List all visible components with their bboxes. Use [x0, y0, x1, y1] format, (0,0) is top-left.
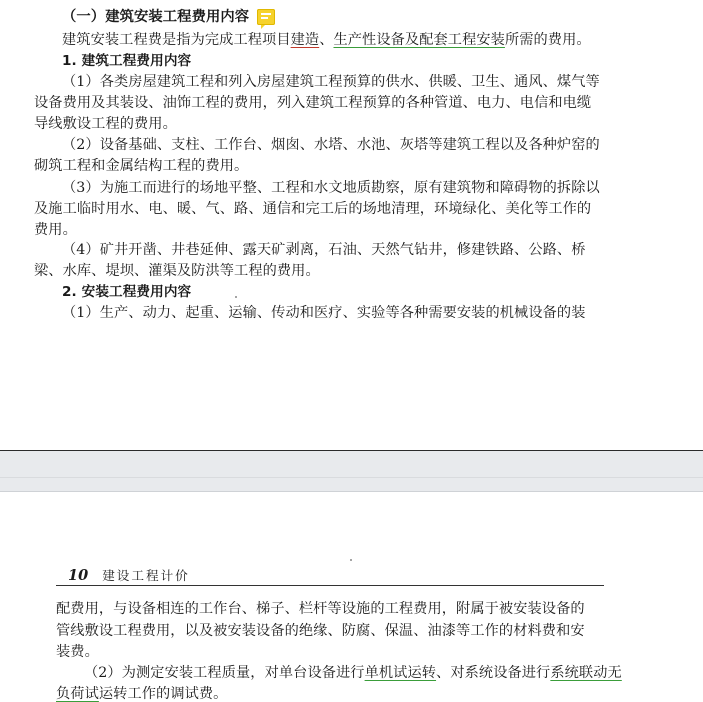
- para4-line1: （4）矿井开凿、井巷延伸、露天矿剥离，石油、天然气钻井，修建铁路、公路、桥: [62, 242, 586, 258]
- cont2-text-a: （2）为测定安装工程质量，对单台设备进行: [84, 665, 365, 681]
- intro-text-a: 建筑安装工程费是指为完成工程项目: [62, 32, 291, 48]
- cont2-text-c: 运转工作的调试费。: [98, 686, 228, 702]
- section-heading: （一）建筑安装工程费用内容: [62, 9, 250, 25]
- intro-underline-2: 生产性设备及配套工程安装: [333, 32, 505, 48]
- para1-line3: 导线敷设工程的费用。: [34, 116, 177, 132]
- running-title: 建设工程计价: [102, 568, 190, 583]
- cont2-underline-2: 系统联动无: [550, 665, 622, 681]
- para3-line2: 及施工临时用水、电、暖、气、路、通信和完工后的场地清理，环境绿化、美化等工作的: [34, 201, 592, 217]
- cont2-text-b: 、对系统设备进行: [436, 665, 551, 681]
- para3-line1: （3）为施工而进行的场地平整、工程和水文地质勘察，原有建筑物和障碍物的拆除以: [62, 180, 600, 196]
- cont2-line2: [56, 684, 227, 702]
- intro-underline-1: 建造: [290, 32, 320, 48]
- cont2-line1: [84, 663, 622, 683]
- intro-line: [62, 30, 591, 50]
- comment-icon[interactable]: [257, 9, 275, 25]
- para2-line1: （2）设备基础、支柱、工作台、烟囱、水塔、水池、灰塔等建筑工程以及各种炉窑的: [62, 137, 600, 153]
- subsection-title-2: 2. 安装工程费用内容: [62, 284, 192, 300]
- cont2-underline-3: 负荷试: [56, 686, 99, 702]
- document-page-2: [0, 492, 703, 702]
- cont-line2: 管线敷设工程费用，以及被安装设备的绝缘、防腐、保温、油漆等工作的材料费和安: [56, 623, 585, 639]
- para4-line2: 梁、水库、堤坝、灌渠及防洪等工程的费用。: [34, 263, 320, 279]
- cont2-underline-1: 单机试运转: [364, 665, 437, 681]
- para5-line1: （1）生产、动力、起重、运输、传动和医疗、实验等各种需要安装的机械设备的装: [62, 305, 586, 321]
- page-number: 10: [68, 567, 89, 584]
- para3-line3: 费用。: [34, 222, 77, 238]
- para2-line2: 砌筑工程和金属结构工程的费用。: [34, 158, 249, 174]
- speck: [235, 296, 237, 298]
- page-divider: [0, 450, 703, 492]
- header-rule: [56, 585, 604, 586]
- running-header: [68, 565, 190, 584]
- cont-line3: 装费。: [56, 644, 99, 660]
- subsection-title-1: 1. 建筑工程费用内容: [62, 53, 192, 69]
- speck: [350, 559, 352, 561]
- para1-line1: （1）各类房屋建筑工程和列入房屋建筑工程预算的供水、供暖、卫生、通风、煤气等: [62, 74, 600, 90]
- para1-line2: 设备费用及其装设、油饰工程的费用，列入建筑工程预算的各种管道、电力、电信和电缆: [34, 95, 592, 111]
- cont-line1: 配费用，与设备相连的工作台、梯子、栏杆等设施的工程费用，附属于被安装设备的: [56, 601, 585, 617]
- intro-text-c: 所需的费用。: [504, 32, 591, 48]
- intro-text-b: 、: [319, 32, 334, 48]
